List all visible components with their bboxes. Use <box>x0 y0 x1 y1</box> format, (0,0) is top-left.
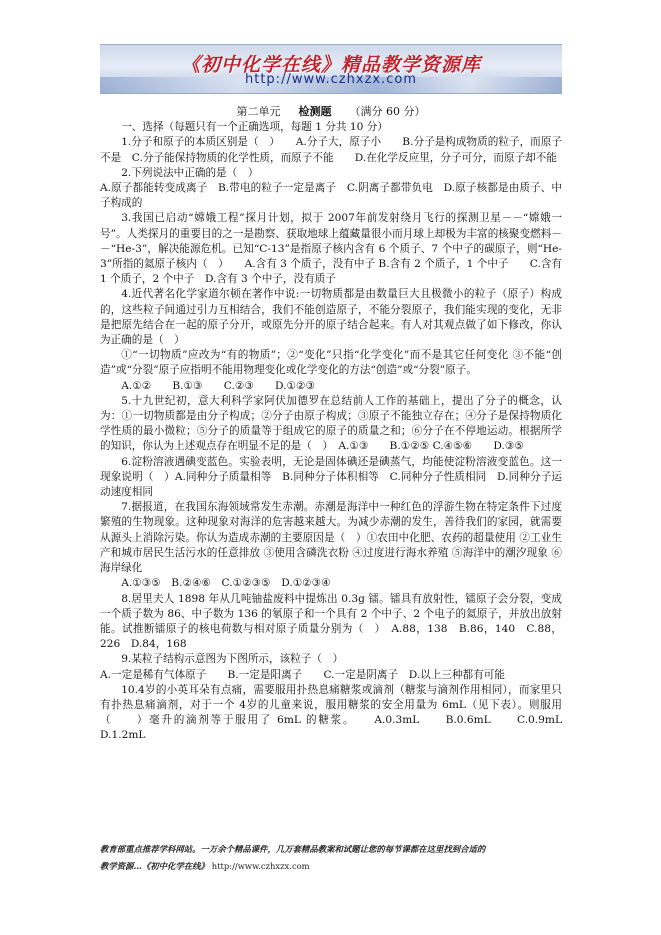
question-9-options: A.一定是稀有气体原子 B.一定是阳离子 C.一定是阴离子 D.以上三种都有可能 <box>100 668 505 681</box>
footer-line-1: 教育部重点推荐学科网站。一万余个精品课件，几万套精品教案和试题让您的每节课都在这里找到合适的 <box>100 844 486 854</box>
question-9: 9.某粒子结构示意图为下图所示，该粒子（ ） <box>121 653 344 666</box>
footer-line-2 <box>100 858 562 875</box>
title-score: （满分 60 分） <box>349 105 426 118</box>
question-4-statements: ①“一切物质”应改为“有的物质”；②“变化”只指“化学变化”而不是其它任何变化 ③不能“创造”或“分裂”原子应指明不能用物理变化或化学变化的方法“创造”或“分裂”原子。 <box>100 349 562 377</box>
footer-site-name: 教学资源…《初中化学在线》 <box>100 861 209 871</box>
question-1: 1.分子和原子的本质区别是（ ） A.分子大，原子小 B.分子是构成物质的粒子，而原子不是 C.分子能保持物质的化学性质，而原子不能 D.在化学反应里，分子可分，而原子却不能 <box>100 136 562 164</box>
site-banner <box>100 44 562 94</box>
banner-url: http://www.czhxzx.com <box>245 72 417 87</box>
question-5: 5.十九世纪初，意大利科学家阿伏加德罗在总结前人工作的基础上，提出了分子的概念，认为：①一切物质都是由分子构成；②分子由原子构成；③原子不能独立存在；④分子是保持物质化学性质的最小微粒；⑤分子的质量等于组成它的原子的质量之和；⑥分子在不停地运动。根据所学的知识，你认为上述观点存在明显不足的是（ ） A.①③ B.①②⑤ C.④⑤⑥ D.③⑤ <box>100 394 562 453</box>
page-footer <box>100 841 562 875</box>
question-2-options: A.原子都能转变成离子 B.带电的粒子一定是离子 C.阴离子都带负电 D.原子核都是由质子、中子构成的 <box>100 182 562 210</box>
question-8: 8.居里夫人 1898 年从几吨铀盐废料中提炼出 0.3g 镭。镭具有放射性，镭原子会分裂，变成一个质子数为 86、中子数为 136 的氡原子和一个具有 2 个中子、2 个电子的氦原子，并放出放射能。试推断镭原子的核电荷数与相对原子质量分别为（ ） A.88，138 B.86，140 C.88，226 D.84，168 <box>100 592 562 651</box>
question-2: 2.下列说法中正确的是（ ） <box>121 166 259 179</box>
banner-title: 《初中化学在线》精品教学资源库 <box>180 54 481 76</box>
question-10: 10.4岁的小英耳朵有点痛，需要服用扑热息痛糖浆或滴剂（糖浆与滴剂作用相同），而家里只有扑热息痛滴剂，对于一个 4岁的儿童来说，服用糖浆的安全用量为 6mL（见下表）。则服用（ ）毫升的滴剂等于服用了 6mL 的糖浆。 A.0.3mL B.0.6mL C.0.9mL D.1.2mL <box>100 683 584 742</box>
question-6: 6.淀粉溶液遇碘变蓝色。实验表明，无论是固体碘还是碘蒸气，均能使淀粉溶液变蓝色。这一现象说明（ ）A.同种分子质量相等 B.同种分子体积相等 C.同种分子性质相同 D.同种分子运动速度相同 <box>100 455 562 499</box>
title-unit: 第二单元 <box>236 105 281 118</box>
question-7: 7.据报道，在我国东海领域常发生赤潮。赤潮是海洋中一种红色的浮游生物在特定条件下过度繁殖的生物现象。这种现象对海洋的危害越来越大。为减少赤潮的发生，善待我们的家园，就需要从源头上消除污染。你认为造成赤潮的主要原因是（ ）①农田中化肥、农药的超量使用 ②工业生产和城市居民生活污水的任意排放 ③使用含磷洗衣粉 ④过度进行海水养殖 ⑤海洋中的潮汐现象 ⑥海岸绿化 <box>100 501 562 575</box>
question-4: 4.近代著名化学家道尔顿在著作中说:一切物质都是由数量巨大且极微小的粒子（原子）构成的，这些粒子间通过引力互相结合，我们不能创造原子，不能分裂原子，我们能实现的变化，无非是把原先结合在一起的原子分开，或原先分开的原子结合起来。有人对其观点做了如下修改，你认为正确的是（ ） <box>100 288 562 347</box>
section-heading: 一、选择（每题只有一个正确选项，每题 1 分共 10 分） <box>121 121 388 134</box>
question-3: 3.我国已启动“嫦娥工程”探月计划，拟于 2007年前发射绕月飞行的探测卫星－－“嫦娥一号”。人类探月的重要目的之一是勘察、获取地球上蕴藏量很小而月球上却极为丰富的核聚变燃料－－“He-3”，解决能源危机。已知“C-13”是指原子核内含有 6 个质子、7 个中子的碳原子，则“He-3”所指的氦原子核内（ ） A.含有 3 个质子，没有中子 B.含有 2 个质子，1 个中子 C.含有 1 个质子，2 个中子 D.含有 3 个中子，没有质子 <box>100 212 562 286</box>
question-4-options: A.①② B.①③ C.②③ D.①②③ <box>121 379 315 392</box>
document-body <box>100 104 584 744</box>
title-name: 检测题 <box>298 105 332 118</box>
question-7-options: A.①③⑤ B.②④⑥ C.①②③⑤ D.①②③④ <box>121 577 331 590</box>
footer-url[interactable]: http://www.czhxzx.com <box>211 861 310 871</box>
document-title <box>100 104 562 119</box>
